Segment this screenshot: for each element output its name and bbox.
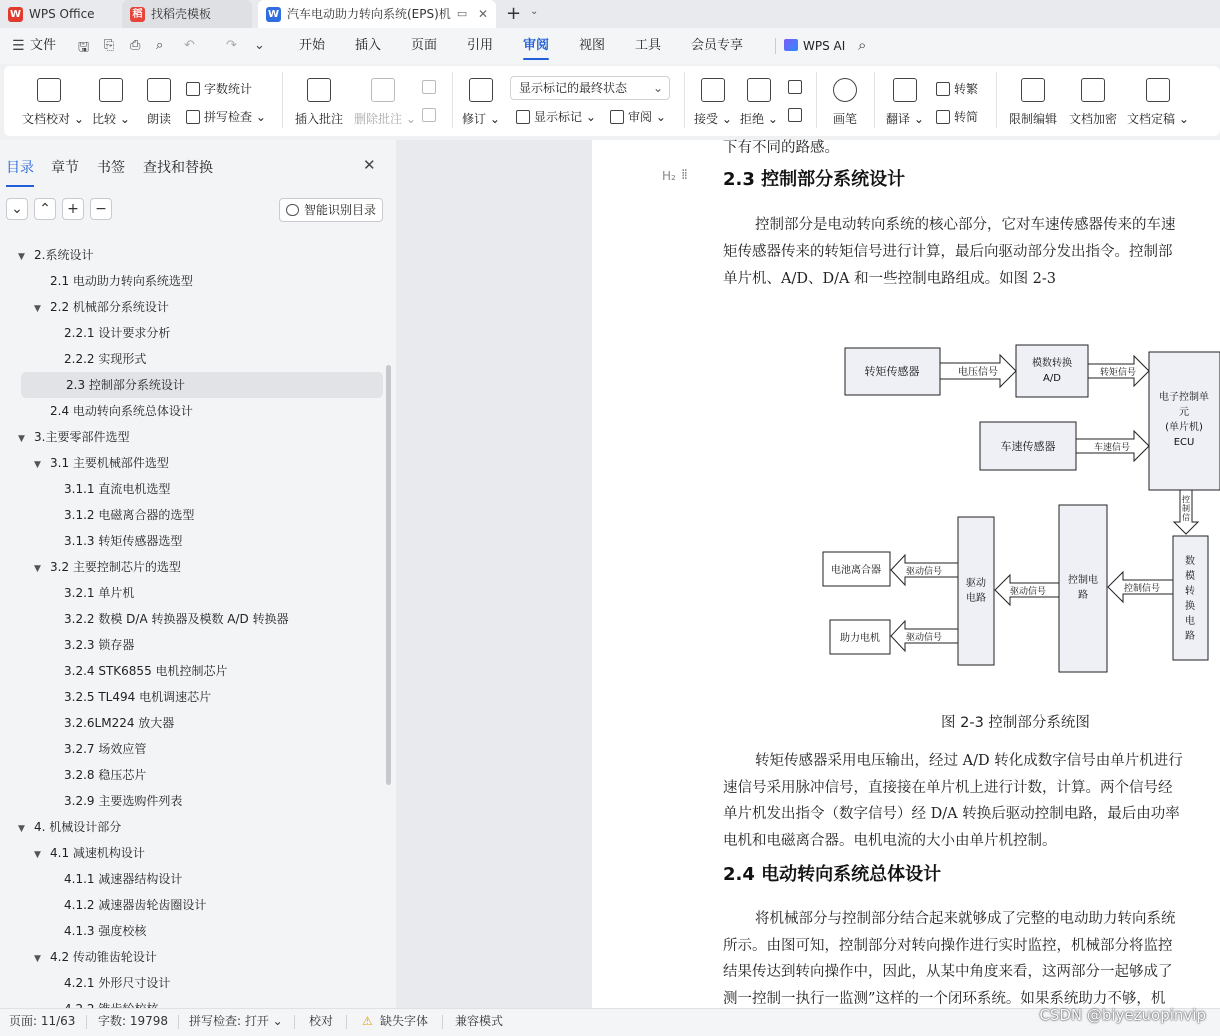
- expand-toggle-icon[interactable]: ▼: [34, 850, 41, 860]
- toc-item-label: 3.2.2 数模 D/A 转换器及模数 A/D 转换器: [64, 612, 289, 626]
- pen-label: 画笔: [832, 112, 857, 126]
- control-signal-vertical-char: 控: [1182, 495, 1190, 504]
- spell-check-button[interactable]: 拼写检查 ⌄: [186, 108, 266, 125]
- paragraph-line: 结果传达到转向操作中，因此，从某中角度来看，这两部分一起够成了: [723, 964, 1173, 980]
- smart-toc-label: 智能识别目录: [304, 203, 377, 217]
- close-tab-icon[interactable]: ✕: [477, 7, 488, 21]
- status-divider: [442, 1015, 443, 1029]
- show-markup-icon: [516, 110, 530, 124]
- ecu-label-line: 电子控制单: [1159, 392, 1209, 403]
- document-page[interactable]: [592, 140, 1220, 1008]
- reject-icon: [747, 78, 771, 102]
- paragraph-line: 所示。由图可知，控制部分对转向操作进行实时监控，机械部分将监控: [723, 938, 1173, 954]
- toc-item[interactable]: [48, 866, 182, 892]
- ecu-box: [1149, 352, 1220, 490]
- to-simplified-label: 转简: [954, 110, 979, 124]
- insert-comment-label: 插入批注: [294, 112, 343, 126]
- drag-handle-icon[interactable]: ⁞⁞: [681, 167, 686, 183]
- menu-member[interactable]: 会员专享: [691, 38, 744, 53]
- watermark: CSDN @biyezuopinvip: [1039, 1006, 1206, 1024]
- toc-item[interactable]: [18, 424, 129, 450]
- toc-item-label: 4.1.1 减速器结构设计: [64, 872, 183, 886]
- word-count-indicator[interactable]: 字数: 19798: [98, 1014, 169, 1028]
- motor-label: 助力电机: [840, 633, 880, 644]
- toc-item[interactable]: [18, 242, 93, 268]
- finalize-icon: [1146, 78, 1170, 102]
- toc-item[interactable]: [48, 970, 170, 996]
- toc-item-label: 2.2.2 实现形式: [64, 352, 147, 366]
- read-aloud-label: 朗读: [146, 112, 171, 126]
- traditional-icon: [936, 82, 950, 96]
- print-icon[interactable]: ⎙: [130, 38, 141, 53]
- menu-insert[interactable]: 插入: [355, 38, 382, 53]
- add-heading-icon[interactable]: +: [62, 198, 84, 220]
- status-divider: [86, 1015, 87, 1029]
- menu-divider: [775, 38, 776, 54]
- writer-icon: W: [267, 8, 280, 20]
- ecu-label-line: 元: [1179, 407, 1189, 418]
- review-ribbon: [4, 66, 1220, 136]
- control-circuit-label: 路: [1078, 590, 1088, 601]
- compare-label: 比较: [92, 112, 117, 126]
- toc-item-label: 3.2.3 锁存器: [64, 638, 135, 652]
- toc-item-label: 4.1 减速机构设计: [50, 846, 145, 860]
- toc-item-label: 4.2.1 外形尺寸设计: [64, 976, 171, 990]
- status-divider: [178, 1015, 179, 1029]
- toc-item[interactable]: [48, 736, 146, 762]
- control-signal-vertical-char: 制: [1182, 504, 1190, 513]
- toc-item-label: 3.主要零部件选型: [34, 430, 130, 444]
- toc-item[interactable]: [34, 840, 145, 866]
- toc-item[interactable]: [34, 450, 169, 476]
- proofread-indicator[interactable]: 校对: [309, 1014, 334, 1028]
- show-markup-button[interactable]: 显示标记 ⌄: [516, 108, 596, 125]
- toc-item-label: 3.1.1 直流电机选型: [64, 482, 171, 496]
- prev-comment-icon[interactable]: [422, 80, 440, 94]
- smart-toc-button[interactable]: [279, 198, 383, 222]
- save-icon[interactable]: 🖫: [78, 40, 90, 55]
- doc-encrypt-label: 文档加密: [1068, 112, 1117, 126]
- toc-item-label: 2.3 控制部分系统设计: [66, 378, 185, 392]
- next-change-icon[interactable]: [788, 108, 806, 122]
- toc-item-label: 3.2.8 稳压芯片: [64, 768, 147, 782]
- toc-item[interactable]: [48, 632, 134, 658]
- nav-tab-chapters[interactable]: 章节: [51, 160, 79, 176]
- ribbon-divider: [816, 72, 817, 128]
- revise-label: 修订: [462, 112, 487, 126]
- toc-item-label: 3.2.6LM224 放大器: [64, 716, 175, 730]
- toc-item[interactable]: [48, 762, 146, 788]
- toc-item[interactable]: [48, 918, 146, 944]
- tab-bar: [0, 0, 1220, 28]
- ai-recognize-icon: [286, 204, 299, 216]
- toc-item-label: 3.2.1 单片机: [64, 586, 135, 600]
- paragraph-line: 控制部分是电动转向系统的核心部分，它对车速传感器传来的车速: [755, 217, 1176, 233]
- toc-item-label: 3.2.4 STK6855 电机控制芯片: [64, 664, 228, 678]
- compare-button[interactable]: 比较 ⌄: [90, 78, 132, 127]
- prev-change-icon[interactable]: [788, 80, 806, 94]
- dac-label-char: 路: [1185, 631, 1195, 642]
- close-icon[interactable]: ✕: [363, 156, 376, 174]
- adc-box: [1016, 345, 1088, 397]
- toc-item-label: 3.2 主要控制芯片的选型: [50, 560, 181, 574]
- toc-item[interactable]: [34, 554, 181, 580]
- toc-item[interactable]: [48, 684, 211, 710]
- accept-label: 接受: [694, 112, 719, 126]
- delete-comment-icon: [371, 78, 395, 102]
- undo-icon[interactable]: ↶: [184, 38, 195, 53]
- toc-item-label: 3.2.7 场效应管: [64, 742, 147, 756]
- toc-item-label: 4. 机械设计部分: [34, 820, 122, 834]
- proofread-icon: [37, 78, 61, 102]
- toc-item-label: 3.1 主要机械部件选型: [50, 456, 169, 470]
- adc-label-line1: 模数转换: [1032, 358, 1072, 369]
- simplified-icon: [936, 110, 950, 124]
- file-menu[interactable]: 文件: [30, 38, 57, 53]
- doc-finalize-button[interactable]: 文档定稿 ⌄: [1126, 78, 1190, 127]
- next-comment-icon[interactable]: [422, 108, 440, 122]
- ribbon-divider: [874, 72, 875, 128]
- export-pdf-icon[interactable]: ⎘: [104, 38, 115, 53]
- spell-check-icon: [186, 110, 200, 124]
- chevron-down-icon: ⌄: [652, 81, 663, 95]
- paragraph-line: 矩传感器传来的转矩信号进行计算，最后向驱动部分发出指令。控制部: [723, 244, 1173, 260]
- read-aloud-button[interactable]: [142, 78, 176, 127]
- control-system-diagram: [812, 338, 1220, 678]
- toc-list: [0, 242, 396, 1008]
- adc-label-line2: A/D: [1043, 373, 1061, 384]
- tab-docer[interactable]: [122, 0, 252, 28]
- drive-circuit-box: [958, 517, 994, 665]
- docer-icon: 稻: [130, 7, 145, 22]
- pen-icon: [833, 78, 857, 102]
- toc-item[interactable]: [48, 502, 194, 528]
- drive-circuit-label: 驱动: [966, 578, 986, 589]
- toc-item[interactable]: [48, 606, 289, 632]
- spell-check-indicator[interactable]: 拼写检查: 打开 ⌄: [189, 1014, 283, 1028]
- toc-item-label: 4.2 传动锥齿轮设计: [50, 950, 157, 964]
- ecu-label-line: (单片机): [1165, 422, 1203, 433]
- wps-logo-icon: W: [9, 8, 22, 20]
- figure-caption: 图 2-3 控制部分系统图: [941, 715, 1090, 731]
- restrict-edit-icon: [1021, 78, 1045, 102]
- expand-toggle-icon[interactable]: ▼: [18, 252, 25, 262]
- toc-item-label: 2.4 电动转向系统总体设计: [50, 404, 193, 418]
- new-tab-icon[interactable]: +: [506, 3, 522, 24]
- toc-item-label: 4.1.3 强度校核: [64, 924, 147, 938]
- toc-item-label: 2.2 机械部分系统设计: [50, 300, 169, 314]
- tab-label: 找稻壳模板: [151, 7, 212, 21]
- speed-signal-label: 车速信号: [1093, 443, 1131, 453]
- insert-comment-button[interactable]: [292, 78, 346, 127]
- paragraph-line: 速信号采用脉冲信号，直接接在单片机上进行计数，计算。两个信号经: [723, 780, 1173, 796]
- status-divider: [294, 1015, 295, 1029]
- redo-icon[interactable]: ↷: [226, 38, 237, 53]
- status-divider: [346, 1015, 347, 1029]
- nav-scrollbar[interactable]: [386, 365, 391, 785]
- toc-item[interactable]: [48, 710, 174, 736]
- toc-item-label: 2.2.1 设计要求分析: [64, 326, 171, 340]
- paragraph-line: 单片机发出指令（数字信号）经 D/A 转换后驱动控制电路，最后由功率: [723, 806, 1180, 822]
- toc-item[interactable]: [34, 268, 193, 294]
- menu-review[interactable]: 审阅: [523, 28, 549, 64]
- toc-item[interactable]: [48, 346, 146, 372]
- paragraph-line: 电机和电磁离合器。电机电流的大小由单片机控制。: [723, 833, 1057, 849]
- tab-label: WPS Office: [29, 7, 95, 21]
- menu-home[interactable]: 开始: [299, 38, 326, 53]
- status-bar: [0, 1008, 1220, 1036]
- word-count-icon: [186, 82, 200, 96]
- expand-toggle-icon[interactable]: ▼: [18, 434, 25, 444]
- toc-item-label: 3.1.2 电磁离合器的选型: [64, 508, 195, 522]
- toc-item[interactable]: [48, 320, 170, 346]
- translate-icon: [893, 78, 917, 102]
- dac-label-char: 数: [1185, 556, 1195, 567]
- show-markup-label: 显示标记: [534, 110, 583, 124]
- expand-toggle-icon[interactable]: ▼: [34, 304, 41, 314]
- warning-icon: ⚠: [362, 1014, 373, 1028]
- clutch-label: 电池离合器: [831, 565, 881, 576]
- drive-signal-label: 驱动信号: [905, 633, 943, 643]
- paragraph-line: 单片机、A/D、D/A 和一些控制电路组成。如图 2-3: [723, 271, 1057, 287]
- section-heading-2-4: 2.4 电动转向系统总体设计: [723, 864, 942, 885]
- track-changes-button[interactable]: 修订 ⌄: [462, 78, 500, 127]
- toc-item-label: 2.1 电动助力转向系统选型: [50, 274, 193, 288]
- expand-toggle-icon[interactable]: ▼: [34, 564, 41, 574]
- restrict-edit-label: 限制编辑: [1008, 112, 1057, 126]
- ribbon-divider: [996, 72, 997, 128]
- nav-tab-find-replace[interactable]: 查找和替换: [143, 160, 213, 176]
- toc-item[interactable]: [48, 476, 170, 502]
- word-count-button[interactable]: [186, 80, 252, 97]
- spell-check-label: 拼写检查: [204, 110, 253, 124]
- track-changes-icon: [469, 78, 493, 102]
- pen-button[interactable]: [828, 78, 862, 127]
- to-traditional-label: 转繁: [954, 82, 979, 96]
- remove-heading-icon[interactable]: −: [90, 198, 112, 220]
- ribbon-divider: [282, 72, 283, 128]
- hamburger-menu-icon[interactable]: ☰: [12, 38, 25, 54]
- review-pane-button[interactable]: 审阅 ⌄: [610, 108, 666, 125]
- toc-item[interactable]: [48, 580, 134, 606]
- section-heading-2-3: 2.3 控制部分系统设计: [723, 169, 906, 190]
- toc-item-label: 3.2.5 TL494 电机调速芯片: [64, 690, 212, 704]
- lock-icon: [1081, 78, 1105, 102]
- toc-item[interactable]: [34, 294, 169, 320]
- expand-toggle-icon[interactable]: ▼: [34, 954, 41, 964]
- toc-item[interactable]: [48, 892, 206, 918]
- dac-label-char: 转: [1185, 586, 1195, 597]
- control-signal-vertical-char: 信: [1182, 513, 1190, 522]
- menu-page[interactable]: 页面: [411, 38, 438, 53]
- expand-toggle-icon[interactable]: ▼: [18, 824, 25, 834]
- toc-item[interactable]: [21, 372, 383, 398]
- collapse-all-icon[interactable]: ⌄: [6, 198, 28, 220]
- ribbon-divider: [684, 72, 685, 128]
- print-preview-icon[interactable]: ⌕: [156, 38, 164, 53]
- doc-proofread-label: 文档校对: [22, 112, 71, 126]
- restrict-edit-button[interactable]: [1006, 78, 1060, 127]
- control-circuit-label: 控制电: [1068, 575, 1098, 586]
- drive-signal-mid-label: 驱动信号: [1009, 587, 1047, 597]
- tab-wps-office[interactable]: [0, 0, 118, 28]
- review-pane-icon: [610, 110, 624, 124]
- ecu-label-line: ECU: [1173, 437, 1195, 448]
- speed-sensor-label: 车速传感器: [1000, 440, 1056, 453]
- menu-view[interactable]: 视图: [579, 38, 606, 53]
- paragraph-line: 将机械部分与控制部分结合起来就够成了完整的电动助力转向系统: [755, 911, 1176, 927]
- control-circuit-box: [1059, 505, 1107, 672]
- nav-tab-bookmarks[interactable]: 书签: [97, 160, 125, 176]
- dac-label-char: 模: [1185, 571, 1195, 582]
- to-traditional-button[interactable]: [936, 80, 978, 97]
- word-count-label: 字数统计: [204, 82, 253, 96]
- toc-item-label: 2.系统设计: [34, 248, 94, 262]
- delete-comment-button[interactable]: 删除批注 ⌄: [354, 78, 412, 127]
- toc-item[interactable]: [34, 944, 157, 970]
- spell-check-status-label: 拼写检查: 打开: [189, 1014, 269, 1028]
- page-indicator[interactable]: 页面: 11/63: [9, 1014, 76, 1028]
- expand-up-icon[interactable]: ⌃: [34, 198, 56, 220]
- toc-item-label: 4.1.2 减速器齿轮齿圈设计: [64, 898, 207, 912]
- tab-list-chevron-icon[interactable]: ⌄: [530, 6, 539, 17]
- review-label: 审阅: [628, 110, 653, 124]
- more-chevron-icon[interactable]: ⌄: [254, 38, 265, 53]
- nav-tab-toc[interactable]: 目录: [6, 157, 34, 177]
- toc-item[interactable]: [48, 658, 228, 684]
- doc-proofread-button[interactable]: 文档校对 ⌄: [22, 78, 76, 127]
- doc-finalize-label: 文档定稿: [1127, 112, 1176, 126]
- torque-signal-label: 转矩信号: [1099, 368, 1137, 378]
- reject-button[interactable]: 拒绝 ⌄: [740, 78, 778, 127]
- toc-item-label: 3.2.9 主要选购件列表: [64, 794, 183, 808]
- read-aloud-icon: [147, 78, 171, 102]
- toc-item-label: 3.1.3 转矩传感器选型: [64, 534, 183, 548]
- menu-references[interactable]: 引用: [467, 38, 494, 53]
- navigation-pane: [0, 140, 396, 1008]
- ribbon-divider: [452, 72, 453, 128]
- markup-mode-select[interactable]: [510, 76, 670, 100]
- compare-icon: [99, 78, 123, 102]
- accept-button[interactable]: 接受 ⌄: [694, 78, 732, 127]
- drive-signal-label: 驱动信号: [905, 567, 943, 577]
- wps-ai-button[interactable]: WPS AI: [803, 39, 846, 53]
- to-simplified-button[interactable]: [936, 108, 978, 125]
- doc-encrypt-button[interactable]: [1066, 78, 1120, 127]
- missing-font-indicator[interactable]: 缺失字体: [380, 1014, 429, 1028]
- compat-mode-indicator: 兼容模式: [455, 1014, 504, 1028]
- cut-off-text: 下有不同的路感。: [723, 140, 839, 156]
- toc-item[interactable]: [48, 788, 182, 814]
- toc-item[interactable]: [18, 814, 121, 840]
- search-icon[interactable]: ⌕: [858, 36, 867, 54]
- paragraph-line: 转矩传感器采用电压输出，经过 A/D 转化成数字信号由单片机进行: [755, 753, 1183, 769]
- dac-label-char: 换: [1185, 601, 1195, 612]
- wps-ai-icon: [784, 39, 798, 51]
- heading-level-marker[interactable]: H₂: [662, 169, 676, 183]
- tab-label: 汽车电动助力转向系统(EPS)机: [287, 7, 451, 21]
- reject-label: 拒绝: [740, 112, 765, 126]
- dac-label-char: 电: [1185, 616, 1195, 627]
- drive-circuit-label: 电路: [966, 593, 986, 604]
- insert-comment-icon: [307, 78, 331, 102]
- expand-toggle-icon[interactable]: ▼: [34, 460, 41, 470]
- translate-label: 翻译: [886, 112, 911, 126]
- menu-bar: [0, 28, 1220, 64]
- tab-document[interactable]: [258, 0, 496, 28]
- delete-comment-label: 删除批注: [354, 112, 403, 126]
- accept-icon: [701, 78, 725, 102]
- torque-sensor-label: 转矩传感器: [864, 365, 920, 378]
- markup-mode-value: 显示标记的最终状态: [519, 81, 628, 95]
- paragraph-line: 测一控制一执行一监测”这样的一个闭环系统。如果系统助力不够，机: [723, 991, 1166, 1007]
- voltage-signal-label: 电压信号: [958, 367, 998, 378]
- monitor-icon[interactable]: ▭: [456, 7, 468, 20]
- control-signal-label: 控制信号: [1123, 584, 1161, 594]
- translate-button[interactable]: 翻译 ⌄: [884, 78, 926, 127]
- toc-item[interactable]: [34, 398, 193, 424]
- menu-tools[interactable]: 工具: [635, 38, 662, 53]
- toc-item[interactable]: [48, 528, 182, 554]
